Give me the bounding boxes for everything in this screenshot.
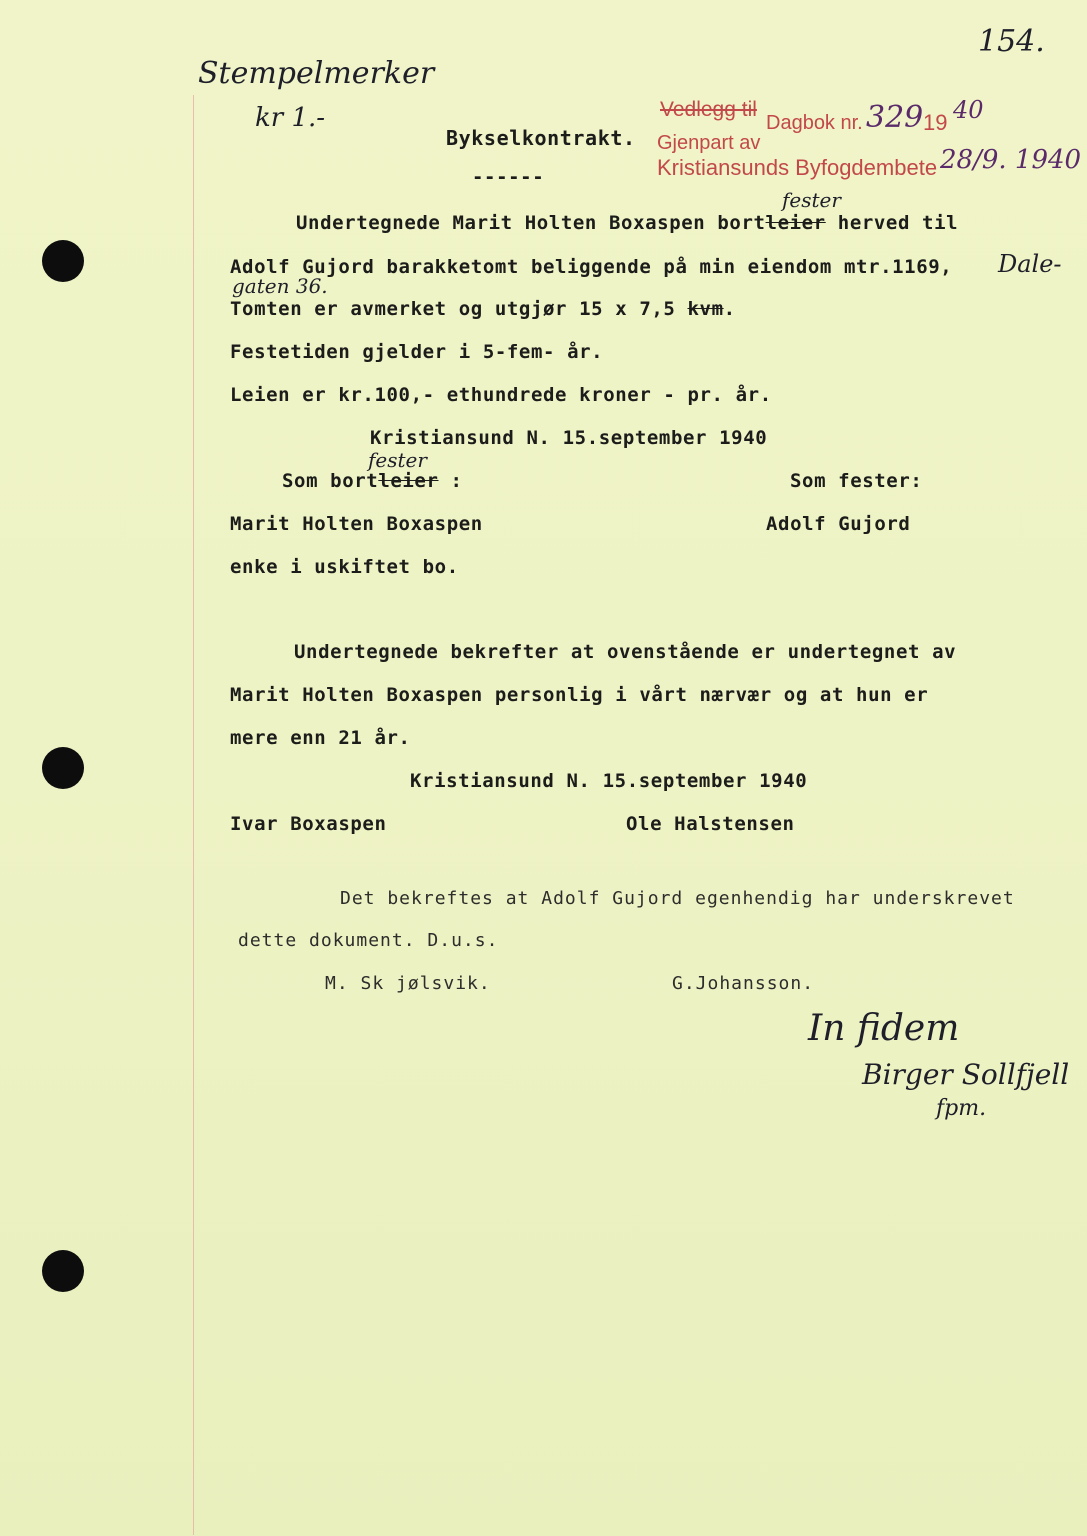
- body-line-2: Adolf Gujord barakketomt beliggende på min eiendom mtr.1169,: [230, 256, 953, 278]
- body-line-1: [296, 212, 958, 234]
- sig-left-end: :: [438, 470, 463, 492]
- document-title: Bykselkontrakt.: [446, 126, 636, 150]
- insert-fester-1: fester: [782, 188, 841, 212]
- stamp-date: 28/9. 1940: [940, 145, 1082, 175]
- insert-fester-2: fester: [368, 448, 427, 472]
- margin-line: [193, 95, 194, 1535]
- place-date-2: Kristiansund N. 15.september 1940: [410, 770, 808, 792]
- body-line-1-end: herved til: [837, 212, 959, 234]
- stamp-year-prefix: 19: [923, 110, 948, 135]
- cert-sig-left: M. Sk jølsvik.: [325, 973, 491, 994]
- stamp-line2: Gjenpart av: [657, 132, 761, 154]
- hand-dale: Dale-: [998, 250, 1062, 278]
- name-left: Marit Holten Boxaspen: [230, 513, 483, 535]
- confirm-line-3: mere enn 21 år.: [230, 727, 411, 749]
- stamp-line1-label: Dagbok nr.: [766, 112, 863, 134]
- struck-leier-2: leier: [378, 470, 439, 492]
- stamp-line3: Kristiansunds Byfogdembete: [657, 155, 938, 180]
- page-number: 154.: [978, 24, 1045, 59]
- cert-line-1: Det bekreftes at Adolf Gujord egenhendig har underskrevet: [340, 888, 1015, 909]
- stamp-margin-value: kr 1.-: [255, 103, 326, 133]
- body-line-3-text: Tomten er avmerket og utgjør 15 x 7,5: [230, 298, 676, 320]
- body-line-1-text: Undertegnede Marit Holten Boxaspen bort: [296, 212, 766, 234]
- status-left: enke i uskiftet bo.: [230, 556, 459, 578]
- place-date-1: Kristiansund N. 15.september 1940: [370, 427, 768, 449]
- hand-gaten: gaten 36.: [232, 274, 328, 298]
- hand-signature: Birger Sollfjell: [862, 1058, 1070, 1091]
- punch-hole: [42, 747, 84, 789]
- stamp-margin-note: Stempelmerker: [198, 56, 435, 91]
- hand-in-fidem: In fidem: [808, 1008, 960, 1049]
- confirm-line-1: Undertegnede bekrefter at ovenstående er undertegnet av: [294, 641, 957, 663]
- stamp-number: 329: [866, 100, 924, 135]
- body-line-3-end: .: [723, 298, 736, 320]
- sig-left-text: Som bort: [282, 470, 379, 492]
- stamp-year-suffix: 40: [953, 96, 984, 124]
- signature-label-right: Som fester:: [790, 470, 923, 492]
- title-separator: ------: [472, 166, 545, 188]
- body-line-3: [230, 298, 736, 320]
- hand-title: fpm.: [936, 1096, 987, 1121]
- stamp-line1-struck: Vedlegg til: [660, 98, 757, 121]
- struck-kvm: kvm: [687, 298, 724, 320]
- punch-hole: [42, 1250, 84, 1292]
- signature-label-left: [282, 470, 463, 492]
- body-line-4: Festetiden gjelder i 5-fem- år.: [230, 341, 604, 363]
- struck-leier-1: leier: [765, 212, 826, 234]
- witness-right: Ole Halstensen: [626, 813, 795, 835]
- witness-left: Ivar Boxaspen: [230, 813, 387, 835]
- body-line-5: Leien er kr.100,- ethundrede kroner - pr. år.: [230, 384, 772, 406]
- cert-sig-right: G.Johansson.: [672, 973, 815, 994]
- name-right: Adolf Gujord: [766, 513, 911, 535]
- punch-hole: [42, 240, 84, 282]
- confirm-line-2: Marit Holten Boxaspen personlig i vårt nærvær og at hun er: [230, 684, 929, 706]
- cert-line-2: dette dokument. D.u.s.: [238, 930, 499, 951]
